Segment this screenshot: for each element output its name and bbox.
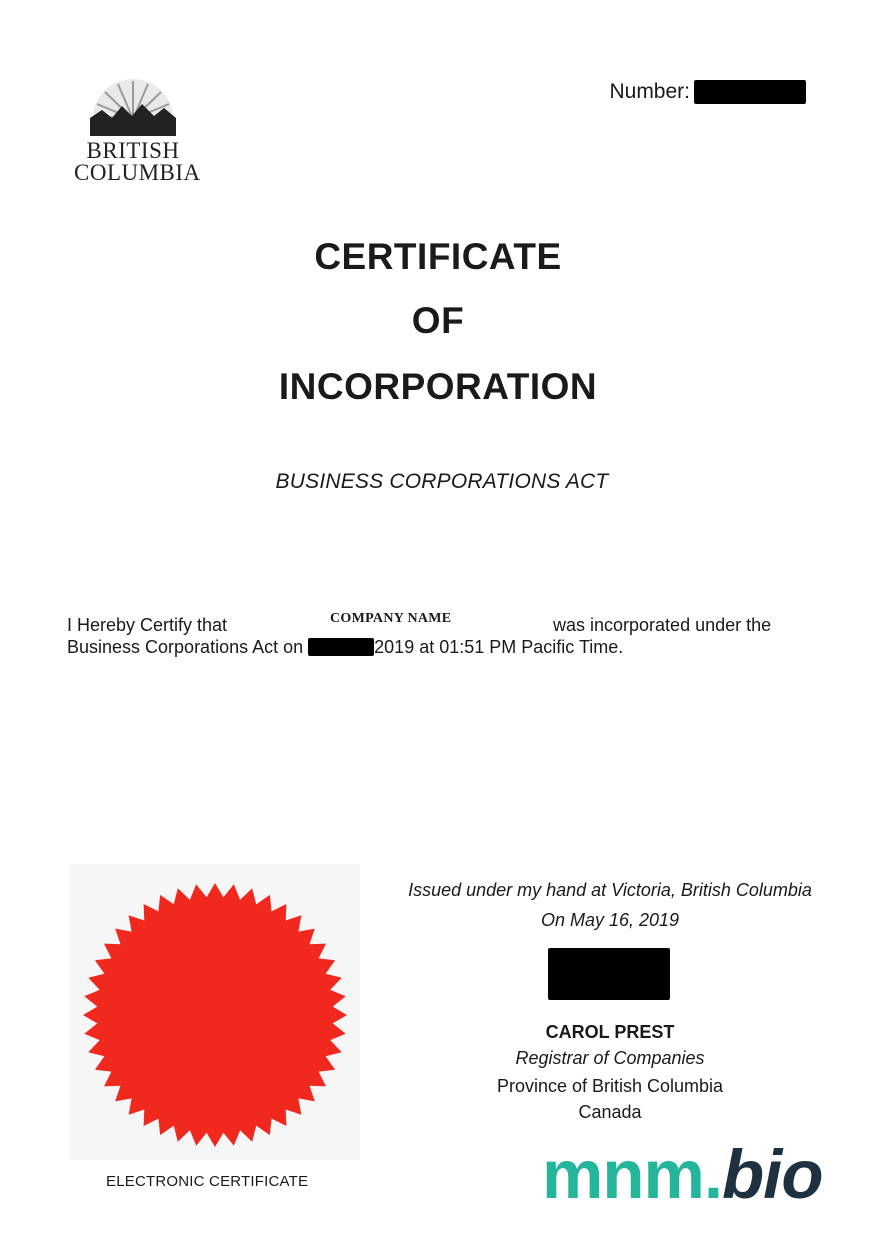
seal-caption: ELECTRONIC CERTIFICATE	[106, 1173, 309, 1190]
company-name: COMPANY NAME	[330, 611, 452, 626]
title-line-2: OF	[411, 300, 465, 341]
act-name: BUSINESS CORPORATIONS ACT	[275, 470, 609, 493]
watermark-part2: bio	[722, 1136, 823, 1213]
watermark-logo	[542, 1135, 823, 1214]
country-text: Canada	[578, 1102, 642, 1122]
province-text: Province of British Columbia	[496, 1076, 724, 1096]
number-label: Number:	[609, 80, 690, 103]
logo-text-columbia: COLUMBIA	[74, 160, 201, 185]
title-line-1: CERTIFICATE	[314, 236, 562, 277]
registrar-role: Registrar of Companies	[515, 1048, 705, 1068]
issued-line1: Issued under my hand at Victoria, British Columbia	[408, 880, 812, 900]
body-line2	[67, 636, 623, 658]
bc-logo	[74, 74, 201, 192]
seal-area	[70, 864, 360, 1160]
certificate-number	[609, 78, 806, 106]
title-line-3: INCORPORATION	[278, 366, 598, 407]
body-line2-start: Business Corporations Act on	[67, 637, 304, 657]
signature-redaction	[548, 948, 670, 1000]
date-redaction	[308, 638, 374, 656]
registrar-name: CAROL PREST	[545, 1022, 675, 1042]
logo-text-british: BRITISH	[86, 138, 180, 163]
issued-date: On May 16, 2019	[540, 910, 680, 930]
number-redaction	[694, 80, 806, 104]
watermark-part1: mnm.	[542, 1136, 723, 1213]
body-line1-end: was incorporated under the	[553, 615, 772, 635]
body-line2-end: 2019 at 01:51 PM Pacific Time.	[374, 637, 624, 657]
body-line1-start: I Hereby Certify that	[67, 615, 228, 635]
sun-mountains-icon	[88, 74, 178, 140]
seal-icon	[70, 864, 360, 1160]
